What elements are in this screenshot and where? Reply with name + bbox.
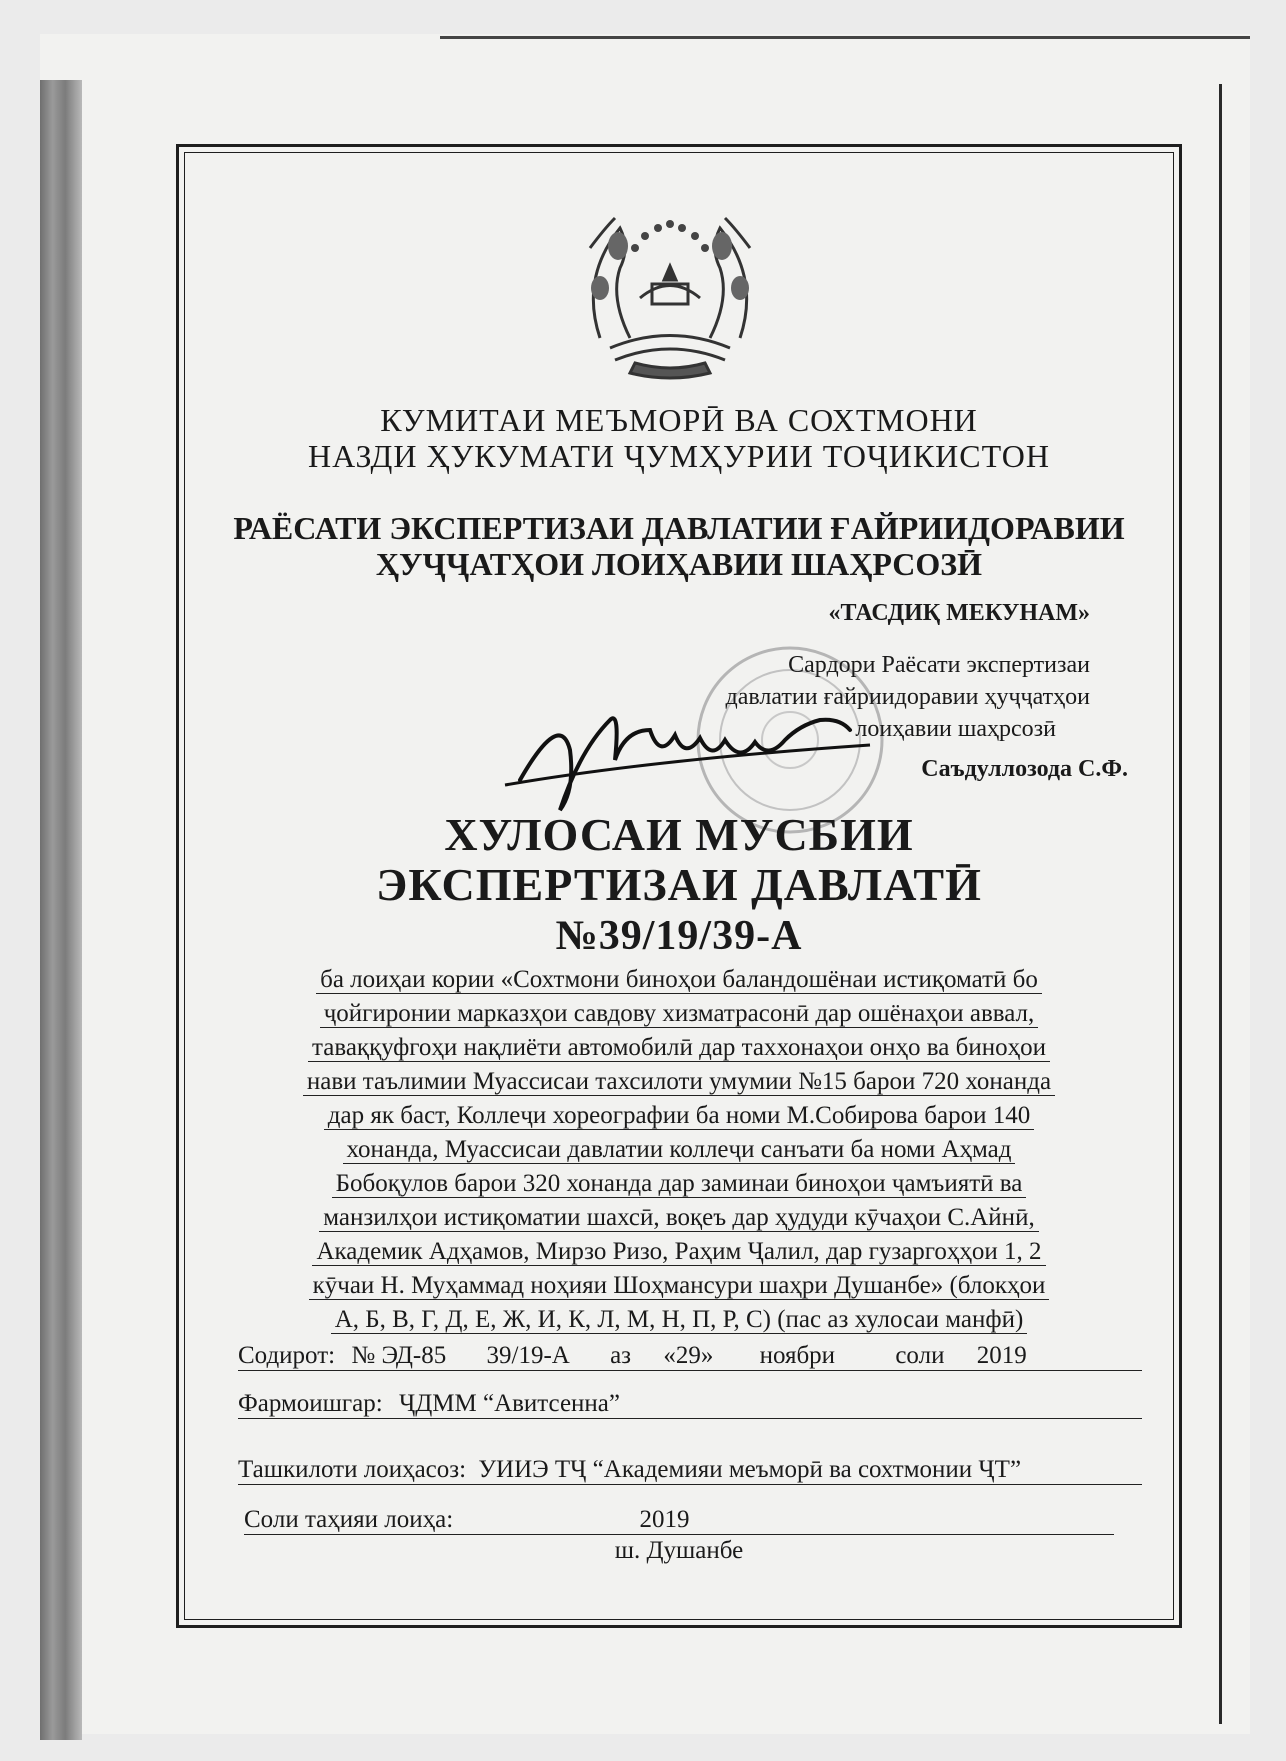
designer-label: Ташкилоти лоиҳасоз: — [238, 1456, 467, 1483]
presidium-name-line1: РАЁСАТИ ЭКСПЕРТИЗАИ ДАВЛАТИИ ҒАЙРИИДОРАВИИ — [233, 510, 1125, 546]
issued-month: ноябри — [759, 1342, 836, 1369]
project-description-line: ба лоиҳаи кории «Сохтмони биноҳои баландошёнаи истиқоматӣ бо — [184, 966, 1174, 994]
project-description-line: манзилҳои истиқоматии шахсӣ, воқеъ дар ҳудуди кӯчаҳои С.Айнӣ, — [184, 1204, 1174, 1232]
top-edge-rule — [440, 36, 1250, 39]
design-year-label: Соли таҳияи лоиҳа: — [244, 1506, 454, 1533]
project-description-line: дар як баст, Коллеҷи хореографии ба номи М.Собирова барои 140 — [184, 1102, 1174, 1130]
conclusion-number: №39/19/39-А — [555, 913, 803, 959]
project-description-line: Академик Адҳамов, Мирзо Ризо, Раҳим Ҷалил, дар гузаргоҳҳои 1, 2 — [184, 1238, 1174, 1266]
issued-label: Содирот: — [238, 1342, 336, 1369]
binding-strip — [40, 80, 82, 1740]
handwritten-signature-icon — [500, 690, 880, 820]
committee-name-line2: НАЗДИ ҲУКУМАТИ ҶУМҲУРИИ ТОҶИКИСТОН — [308, 438, 1050, 474]
customer-row — [238, 1390, 1142, 1419]
issued-code: № ЭД-85 — [351, 1342, 447, 1369]
issued-row — [238, 1342, 1142, 1371]
designer-value: УИИЭ ТҶ “Академияи меъморӣ ва сохтмонии ҶТ” — [478, 1456, 1022, 1483]
customer-label: Фармоишгар: — [238, 1390, 383, 1417]
issued-ref: 39/19-А — [486, 1342, 570, 1369]
project-description-line: кӯчаи Н. Муҳаммад ноҳияи Шоҳмансури шаҳри Душанбе» (блокҳои — [184, 1272, 1174, 1300]
committee-name-line1: КУМИТАИ МЕЪМОРӢ ВА СОХТМОНИ — [380, 402, 978, 438]
conclusion-title-line1: ХУЛОСАИ МУСБИИ — [444, 809, 914, 860]
approval-position-line2: давлатии ғайриидоравии ҳуҷҷатҳои — [725, 684, 1090, 710]
issued-year: 2019 — [976, 1342, 1027, 1369]
customer-value: ҶДММ “Авитсенна” — [398, 1390, 620, 1417]
designer-row — [238, 1456, 1142, 1485]
project-description-line: нави таълимии Муассисаи тахсилоти умумии №15 барои 720 хонанда — [184, 1068, 1174, 1096]
right-edge-rule — [1219, 84, 1222, 1724]
city-name: ш. Душанбе — [614, 1537, 744, 1564]
issued-year-word: соли — [895, 1342, 945, 1369]
conclusion-title-line2: ЭКСПЕРТИЗАИ ДАВЛАТӢ — [376, 859, 982, 910]
project-description-line: хонанда, Муассисаи давлатии коллеҷи санъати ба номи Аҳмад — [184, 1136, 1174, 1164]
project-description-line: Бобоқулов барои 320 хонанда дар заминаи биноҳои ҷамъиятӣ ва — [184, 1170, 1174, 1198]
design-year-row — [244, 1506, 1114, 1535]
issued-from-word: аз — [610, 1342, 632, 1369]
project-description-line: таваққуфгоҳи нақлиёти автомобилӣ дар таххонаҳои онҳо ва биноҳои — [184, 1034, 1174, 1062]
project-description-line: ҷойгиронии марказҳои савдову хизматрасонӣ дар ошёнаҳои аввал, — [184, 1000, 1174, 1028]
project-description-line: А, Б, В, Г, Д, Е, Ж, И, К, Л, М, Н, П, Р, С) (пас аз хулосаи манфӣ) — [184, 1306, 1174, 1334]
presidium-name-line2: ҲУҶҶАТҲОИ ЛОИҲАВИИ ШАҲРСОЗӢ — [375, 546, 983, 582]
signatory-name: Саъдуллозода С.Ф. — [921, 756, 1128, 782]
design-year-value: 2019 — [639, 1506, 690, 1533]
issued-day: «29» — [663, 1342, 714, 1369]
approval-position-line1: Сардори Раёсати экспертизаи — [788, 652, 1090, 678]
state-emblem-icon — [560, 188, 780, 388]
approval-position-line3: лоиҳавии шаҳрсозӣ — [855, 716, 1056, 742]
approval-heading: «ТАСДИҚ МЕКУНАМ» — [828, 600, 1090, 626]
